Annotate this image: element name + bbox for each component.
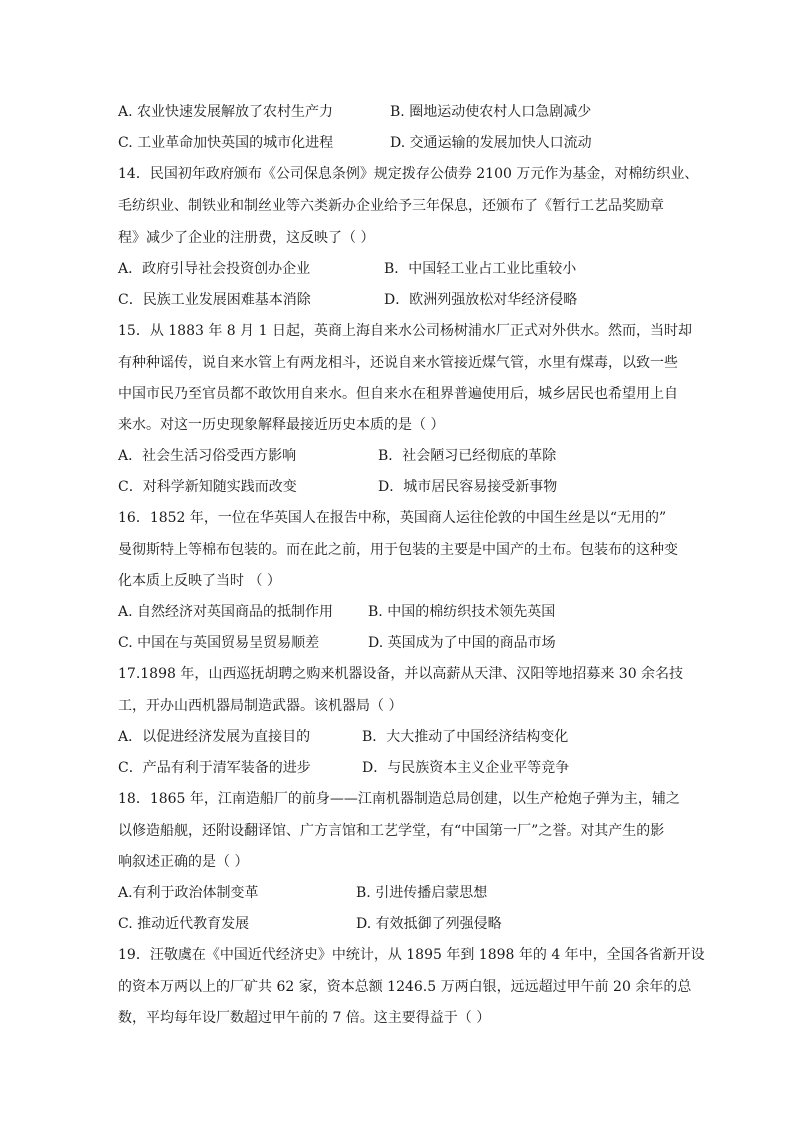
q15-option-a: A．社会生活习俗受西方影响 <box>118 448 297 464</box>
q17-option-d: D．与民族资本主义企业平等竞争 <box>362 760 570 776</box>
q16-option-c: C. 中国在与英国贸易呈贸易顺差 <box>118 635 320 651</box>
q14-option-c: C．民族工业发展困难基本消除 <box>118 292 311 308</box>
q16-stem-line-1: 16．1852 年，一位在华英国人在报告中称，英国商人运往伦敦的中国生丝是以“无用的” <box>118 510 667 526</box>
q19-stem-line-1: 19．汪敬虞在《中国近代经济史》中统计，从 1895 年到 1898 年的 4 年中，全国各省新开设 <box>118 947 705 963</box>
q18-option-c: C. 推动近代教育发展 <box>118 916 250 932</box>
q13-option-a: A. 农业快速发展解放了农村生产力 <box>118 104 334 120</box>
q16-option-d: D. 英国成为了中国的商品市场 <box>368 635 556 651</box>
q15-option-d: D．城市居民容易接受新事物 <box>378 479 558 495</box>
q15-stem-line-3: 中国市民乃至官员都不敢饮用自来水。但自来水在租界普遍使用后，城乡居民也希望用上自 <box>118 386 678 402</box>
q15-stem-line-2: 有种种谣传，说自来水管上有两龙相斗，还说自来水管接近煤气管，水里有煤毒，以致一些 <box>118 355 678 371</box>
q18-stem-line-3: 响叙述正确的是（ ） <box>118 854 249 870</box>
q16-stem-line-2: 曼彻斯特上等棉布包装的。而在此之前，用于包装的主要是中国产的土布。包装布的这种变 <box>118 542 678 558</box>
q15-option-c: C．对科学新知随实践而改变 <box>118 479 297 495</box>
q14-stem-line-3: 程》减少了企业的注册费，这反映了（ ） <box>118 230 375 246</box>
q17-option-a: A．以促进经济发展为直接目的 <box>118 729 311 745</box>
q14-option-b: B．中国轻工业占工业比重较小 <box>384 261 577 277</box>
q16-option-a: A. 自然经济对英国商品的抵制作用 <box>118 604 334 620</box>
q18-option-a: A.有利于政治体制变革 <box>118 885 259 901</box>
q13-option-d: D. 交通运输的发展加快人口流动 <box>390 135 592 151</box>
q18-option-d: D. 有效抵御了列强侵略 <box>356 916 502 932</box>
q14-stem-line-2: 毛纺织业、制铁业和制丝业等六类新办企业给予三年保息，还颁布了《暂行工艺品奖励章 <box>118 198 664 214</box>
q14-stem-line-1: 14．民国初年政府颁布《公司保息条例》规定拨存公债券 2100 万元作为基金，对棉纺织业、 <box>118 166 699 182</box>
q15-option-b: B．社会陋习已经彻底的革除 <box>378 448 557 464</box>
q13-option-b: B. 圈地运动使农村人口急剧减少 <box>390 104 592 120</box>
q17-stem-line-1: 17.1898 年，山西巡抚胡聘之购来机器设备，并以高薪从天津、汉阳等地招募来 30 余名技 <box>118 666 684 682</box>
q19-stem-line-3: 数，平均每年设厂数超过甲午前的 7 倍。这主要得益于（ ） <box>118 1010 491 1026</box>
q16-option-b: B. 中国的棉纺织技术领先英国 <box>368 604 556 620</box>
q17-option-c: C．产品有利于清军装备的进步 <box>118 760 311 776</box>
q15-stem-line-1: 15．从 1883 年 8 月 1 日起，英商上海自来水公司杨树浦水厂正式对外供水。然而，当时却 <box>118 323 692 339</box>
q18-stem-line-1: 18．1865 年，江南造船厂的前身——江南机器制造总局创建，以生产枪炮子弹为主，辅之 <box>118 791 680 807</box>
q13-option-c: C. 工业革命加快英国的城市化进程 <box>118 135 334 151</box>
q18-stem-line-2: 以修造船舰，还附设翻译馆、广方言馆和工艺学堂，有“中国第一厂”之誉。对其产生的影 <box>118 823 665 839</box>
q14-option-d: D．欧洲列强放松对华经济侵略 <box>384 292 578 308</box>
q18-option-b: B. 引进传播启蒙思想 <box>356 885 488 901</box>
q17-stem-line-2: 工，开办山西机器局制造武器。该机器局（ ） <box>118 698 403 714</box>
q14-option-a: A．政府引导社会投资创办企业 <box>118 261 311 277</box>
q15-stem-line-4: 来水。对这一历史现象解释最接近历史本质的是（ ） <box>118 417 445 433</box>
q16-stem-line-3: 化本质上反映了当时 （ ） <box>118 573 281 589</box>
q17-option-b: B．大大推动了中国经济结构变化 <box>362 729 569 745</box>
q19-stem-line-2: 的资本万两以上的厂矿共 62 家，资本总额 1246.5 万两白银，远远超过甲午前 20 余年的总 <box>118 979 692 995</box>
